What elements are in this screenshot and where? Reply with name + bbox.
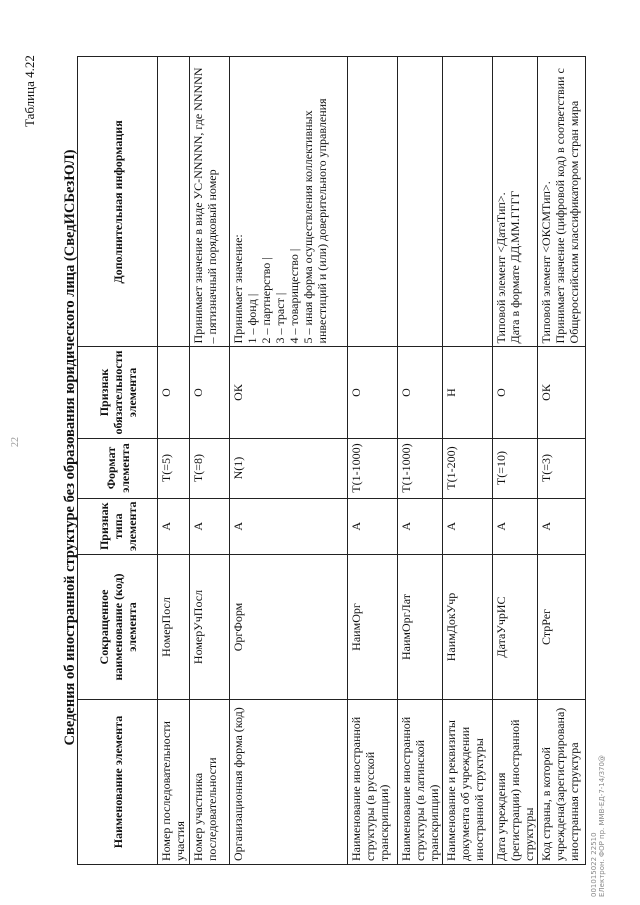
cell-type: А [398, 498, 443, 554]
document-stamp [590, 755, 606, 897]
cell-format: T(1-1000) [348, 438, 398, 498]
header-type: Признак типа элемента [78, 498, 158, 554]
cell-element-name: Организационная форма (код) [230, 700, 348, 865]
cell-format: N(1) [230, 438, 348, 498]
cell-info: Принимает значение в виде УС-NNNNN, где NNNNN – пятизначный порядковый номер [190, 57, 230, 347]
cell-element-name: Наименование и реквизиты документа об учреждении иностранной структуры [443, 700, 493, 865]
cell-element-name: Наименование иностранной структуры (в латинской транскрипции) [398, 700, 443, 865]
elements-table [77, 56, 586, 865]
header-info: Дополнительная информация [78, 57, 158, 347]
table-row [190, 57, 230, 865]
table-header-row [78, 57, 158, 865]
cell-short-name: ОргФорм [230, 555, 348, 700]
cell-short-name: СтрРег [538, 555, 586, 700]
stamp-line: ЕЛектрон. ФОР пр. ММВ-ЕД-7-14/370@ [598, 755, 606, 897]
header-element-name: Наименование элемента [78, 700, 158, 865]
cell-required: Н [443, 347, 493, 438]
cell-info [398, 57, 443, 347]
cell-format: T(=3) [538, 438, 586, 498]
stamp-line: 001015022 22510 [590, 832, 598, 897]
cell-required: О [190, 347, 230, 438]
table-row [493, 57, 538, 865]
cell-type: А [190, 498, 230, 554]
cell-info: Типовой элемент <ДатаТип>. Дата в формате ДД.ММ.ГГГГ [493, 57, 538, 347]
cell-info [158, 57, 190, 347]
table-row [398, 57, 443, 865]
cell-info [348, 57, 398, 347]
cell-format: T(=10) [493, 438, 538, 498]
table-title: Сведения об иностранной структуре без образования юридического лица (СведИСБезЮЛ) [62, 149, 78, 746]
cell-info: Типовой элемент <ОКСМТип>. Принимает значение (цифровой код) в соответствии с Общероссийским классификатором стран мира [538, 57, 586, 347]
cell-element-name: Наименование иностранной структуры (в русской транскрипции) [348, 700, 398, 865]
table-row [230, 57, 348, 865]
table-number: Таблица 4.22 [22, 55, 37, 127]
cell-info: Принимает значение: 1 – фонд | 2 – партнерство | 3 – траст | 4 – товарищество | 5 – иная форма осуществления коллективных инвестиций и (или) доверительного управления [230, 57, 348, 347]
cell-required: ОК [230, 347, 348, 438]
header-format: Формат элемента [78, 438, 158, 498]
header-short-name: Сокращенное наименование (код) элемента [78, 555, 158, 700]
cell-type: А [348, 498, 398, 554]
cell-element-name: Код страны, в которой учреждена(зарегистрирована) иностранная структура [538, 700, 586, 865]
cell-short-name: НаимОрг [348, 555, 398, 700]
cell-format: T(=5) [158, 438, 190, 498]
cell-info [443, 57, 493, 347]
cell-element-name: Дата учреждения (регистрации) иностранной структуры [493, 700, 538, 865]
cell-format: T(1-200) [443, 438, 493, 498]
table-row [158, 57, 190, 865]
cell-short-name: НаимДокУчр [443, 555, 493, 700]
cell-element-name: Номер последовательности участия [158, 700, 190, 865]
table-row [443, 57, 493, 865]
cell-type: А [493, 498, 538, 554]
cell-required: О [398, 347, 443, 438]
table-row [348, 57, 398, 865]
cell-short-name: НомерУчПосл [190, 555, 230, 700]
table-row [538, 57, 586, 865]
cell-required: О [348, 347, 398, 438]
cell-type: А [230, 498, 348, 554]
cell-required: О [493, 347, 538, 438]
cell-required: ОК [538, 347, 586, 438]
cell-required: О [158, 347, 190, 438]
cell-short-name: НомерПосл [158, 555, 190, 700]
cell-type: А [443, 498, 493, 554]
cell-format: T(1-1000) [398, 438, 443, 498]
cell-short-name: НаимОргЛат [398, 555, 443, 700]
cell-short-name: ДатаУчрИС [493, 555, 538, 700]
cell-type: А [158, 498, 190, 554]
cell-type: А [538, 498, 586, 554]
page-number: 22 [10, 437, 21, 447]
cell-format: T(=8) [190, 438, 230, 498]
header-required: Признак обязательности элемента [78, 347, 158, 438]
cell-element-name: Номер участника последовательности [190, 700, 230, 865]
